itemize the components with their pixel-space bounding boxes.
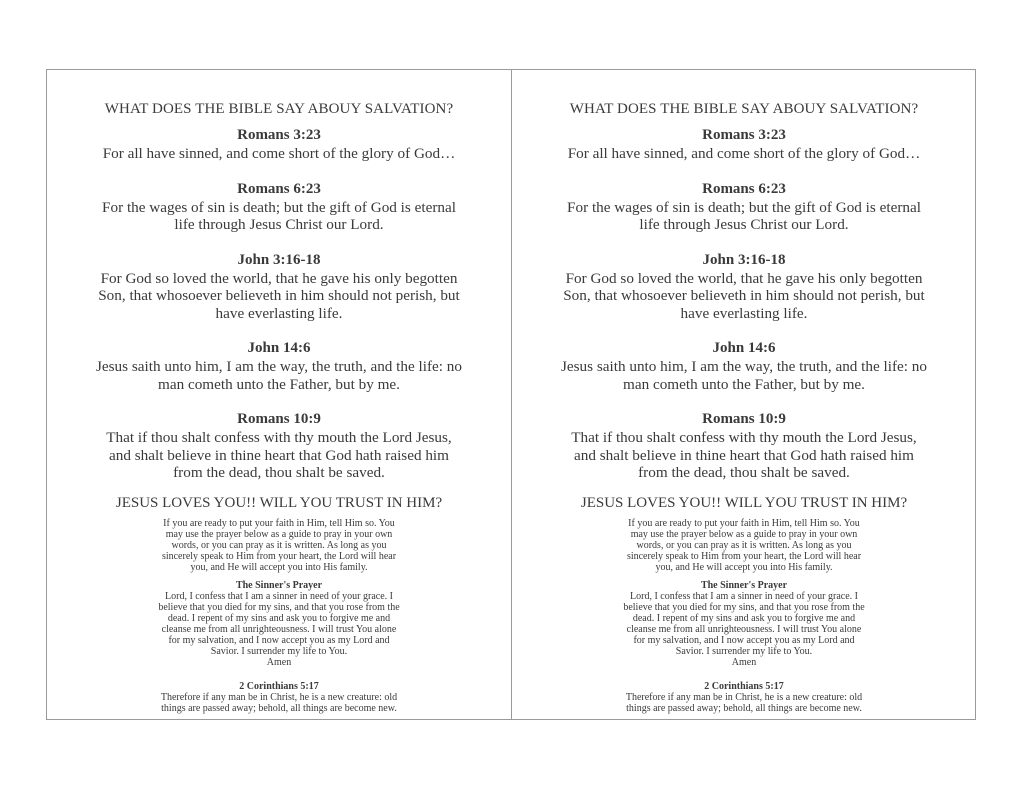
- verse-reference: Romans 6:23: [237, 180, 321, 197]
- verse-line: life through Jesus Christ our Lord.: [639, 216, 849, 233]
- verse-line: That if thou shalt confess with thy mouth the Lord Jesus,: [106, 429, 452, 446]
- closing-reference: 2 Corinthians 5:17: [704, 680, 784, 692]
- verse-line: For God so loved the world, that he gave his only begotten: [100, 269, 458, 287]
- prayer-title: The Sinner's Prayer: [700, 579, 788, 591]
- prayer-paragraph: [512, 591, 976, 668]
- verse-line: For the wages of sin is death; but the gift of God is eternal: [102, 198, 456, 216]
- tract-panel-right: [512, 70, 976, 714]
- prayer-line: Amen: [266, 656, 292, 668]
- prayer-line: for my salvation, and I now accept you as my Lord and: [168, 634, 390, 646]
- prayer-line: Savior. I surrender my life to You.: [675, 645, 813, 657]
- prayer-line: believe that you died for my sins, and that you rose from the: [158, 601, 400, 613]
- tract-sheet: [46, 69, 976, 720]
- verse-reference: John 3:16-18: [702, 251, 786, 268]
- verse-line: For all have sinned, and come short of the glory of God…: [567, 145, 921, 162]
- intro-line: sincerely speak to Him from your heart, the Lord will hear: [626, 550, 862, 562]
- verse-reference: Romans 10:9: [237, 411, 321, 427]
- verse-block: [512, 251, 976, 323]
- prayer-line: dead. I repent of my sins and ask you to forgive me and: [167, 612, 391, 624]
- panel-heading: WHAT DOES THE BIBLE SAY ABOUY SALVATION?: [104, 101, 454, 117]
- verse-line: and shalt believe in thine heart that God hath raised him: [574, 446, 914, 464]
- intro-line: may use the prayer below as a guide to pray in your own: [165, 528, 393, 540]
- verse-block: [47, 126, 511, 163]
- verse-line: For all have sinned, and come short of the glory of God…: [102, 145, 456, 162]
- verse-line: and shalt believe in thine heart that God hath raised him: [109, 446, 449, 464]
- verse-line: have everlasting life.: [215, 304, 343, 322]
- intro-paragraph: [512, 518, 976, 573]
- verse-reference: Romans 3:23: [237, 127, 321, 143]
- prayer-title: The Sinner's Prayer: [235, 579, 323, 591]
- verse-reference: Romans 6:23: [702, 180, 786, 197]
- intro-line: If you are ready to put your faith in Him, tell Him so. You: [163, 517, 395, 529]
- verse-block: [47, 339, 511, 393]
- prayer-paragraph: [47, 591, 511, 668]
- verse-line: For the wages of sin is death; but the gift of God is eternal: [567, 198, 921, 216]
- prayer-line: Amen: [731, 656, 757, 668]
- verse-line: Son, that whosoever believeth in him should not perish, but: [98, 287, 460, 304]
- verse-reference: John 14:6: [247, 340, 311, 356]
- verse-line: man cometh unto the Father, but by me.: [158, 375, 400, 393]
- prayer-line: believe that you died for my sins, and that you rose from the: [623, 601, 865, 613]
- verse-reference: John 3:16-18: [237, 251, 321, 268]
- prayer-line: Lord, I confess that I am a sinner in need of your grace. I: [165, 590, 393, 602]
- intro-paragraph: [47, 518, 511, 573]
- intro-line: words, or you can pray as it is written. As long as you: [636, 539, 852, 551]
- verse-block: [47, 410, 511, 482]
- closing-line: things are passed away; behold, all things are become new.: [626, 702, 862, 714]
- verse-line: man cometh unto the Father, but by me.: [623, 375, 865, 393]
- verse-line: from the dead, thou shalt be saved.: [638, 464, 850, 481]
- verse-block: [512, 410, 976, 482]
- verse-block: [47, 251, 511, 323]
- verse-reference: John 14:6: [712, 340, 776, 356]
- verse-reference: Romans 3:23: [702, 127, 786, 143]
- verse-reference: Romans 10:9: [702, 411, 786, 427]
- verse-line: Jesus saith unto him, I am the way, the truth, and the life: no: [561, 358, 927, 375]
- verse-line: Son, that whosoever believeth in him should not perish, but: [563, 287, 925, 304]
- prayer-line: cleanse me from all unrighteousness. I will trust You alone: [161, 623, 397, 635]
- panel-heading: WHAT DOES THE BIBLE SAY ABOUY SALVATION?: [569, 101, 919, 117]
- closing-line: Therefore if any man be in Christ, he is a new creature: old: [625, 691, 863, 703]
- closing-line: Therefore if any man be in Christ, he is a new creature: old: [160, 691, 398, 703]
- call-to-action-heading: JESUS LOVES YOU!! WILL YOU TRUST IN HIM?: [115, 494, 443, 511]
- prayer-line: for my salvation, and I now accept you as my Lord and: [633, 634, 855, 646]
- prayer-line: dead. I repent of my sins and ask you to forgive me and: [632, 612, 856, 624]
- verse-block: [47, 180, 511, 234]
- verse-line: have everlasting life.: [680, 304, 808, 322]
- intro-line: If you are ready to put your faith in Him, tell Him so. You: [628, 517, 860, 529]
- verse-block: [512, 180, 976, 234]
- verse-block: [512, 126, 976, 163]
- intro-line: you, and He will accept you into His family.: [190, 561, 368, 573]
- intro-line: sincerely speak to Him from your heart, the Lord will hear: [161, 550, 397, 562]
- intro-line: you, and He will accept you into His family.: [655, 561, 833, 573]
- prayer-line: cleanse me from all unrighteousness. I will trust You alone: [626, 623, 862, 635]
- closing-reference: 2 Corinthians 5:17: [239, 680, 319, 692]
- verse-line: That if thou shalt confess with thy mouth the Lord Jesus,: [571, 429, 917, 446]
- closing-paragraph: [512, 692, 976, 714]
- tract-panel-left: [47, 70, 511, 714]
- intro-line: words, or you can pray as it is written. As long as you: [171, 539, 387, 551]
- intro-line: may use the prayer below as a guide to pray in your own: [630, 528, 858, 540]
- closing-paragraph: [47, 692, 511, 714]
- call-to-action-heading: JESUS LOVES YOU!! WILL YOU TRUST IN HIM?: [580, 494, 908, 511]
- prayer-line: Lord, I confess that I am a sinner in need of your grace. I: [630, 590, 858, 602]
- prayer-line: Savior. I surrender my life to You.: [210, 645, 348, 657]
- verse-line: Jesus saith unto him, I am the way, the truth, and the life: no: [96, 358, 462, 375]
- verse-line: life through Jesus Christ our Lord.: [174, 216, 384, 233]
- verse-line: from the dead, thou shalt be saved.: [173, 464, 385, 481]
- verse-block: [512, 339, 976, 393]
- verse-line: For God so loved the world, that he gave his only begotten: [565, 269, 923, 287]
- closing-line: things are passed away; behold, all things are become new.: [161, 702, 397, 714]
